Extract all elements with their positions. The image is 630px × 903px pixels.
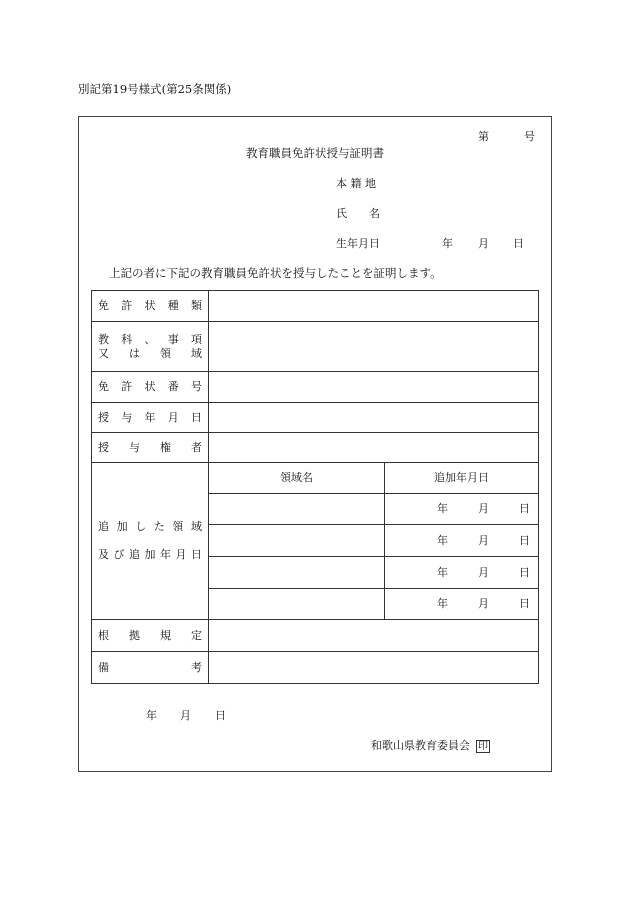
added-area-name-cell[interactable]: [209, 494, 385, 525]
row-subject-area: [92, 322, 539, 372]
value-subject-area[interactable]: [209, 322, 539, 372]
row-added-area-header: [92, 463, 539, 494]
certification-statement: 上記の者に下記の教育職員免許状を授与したことを証明します。: [109, 266, 442, 280]
birth-date-label: 生年月日: [336, 237, 380, 250]
added-date-cell[interactable]: 年 月 日: [385, 494, 539, 525]
cert-number-dai: 第: [478, 130, 489, 143]
document-title: 教育職員免許状授与証明書: [246, 146, 384, 160]
header-added-date: 追加年月日: [385, 463, 539, 494]
row-license-type: [92, 291, 539, 322]
row-license-number: [92, 372, 539, 403]
certificate-table: [91, 290, 539, 684]
added-area-name-cell[interactable]: [209, 557, 385, 589]
added-date-cell[interactable]: 年 月 日: [385, 589, 539, 620]
form-reference: 別記第19号様式(第25条関係): [78, 82, 232, 96]
birth-day-unit: 日: [513, 237, 524, 250]
added-date-cell[interactable]: 年 月 日: [385, 557, 539, 589]
label-grantor: 授 与 権 者: [98, 440, 202, 454]
added-date-cell[interactable]: 年 月 日: [385, 525, 539, 557]
label-added-line2: 及 び 追 加 年 月 日: [98, 548, 202, 561]
row-grantor: [92, 433, 539, 463]
value-license-number[interactable]: [209, 372, 539, 403]
header-area-name: 領域名: [209, 463, 385, 494]
value-grant-date[interactable]: [209, 403, 539, 433]
issue-day-unit: 日: [215, 709, 226, 722]
label-subject-line1: 教 科 、 事 項: [98, 332, 202, 346]
row-basis: [92, 620, 539, 652]
label-added-line1: 追 加 し た 領 域: [98, 520, 202, 533]
issuer-name: [371, 737, 490, 753]
honseki-label: 本 籍 地: [336, 177, 376, 190]
label-remarks: 備 考: [98, 660, 202, 674]
row-grant-date: [92, 403, 539, 433]
label-license-type: 免 許 状 種 類: [98, 299, 202, 312]
value-grantor[interactable]: [209, 433, 539, 463]
label-grant-date: 授 与 年 月 日: [98, 410, 202, 424]
issue-month-unit: 月: [180, 709, 191, 722]
cert-number-go: 号: [524, 130, 535, 143]
issuer-label: 和歌山県教育委員会: [371, 739, 470, 752]
label-license-number: 免 許 状 番 号: [98, 380, 202, 393]
value-remarks[interactable]: [209, 652, 539, 684]
label-subject-line2: 又 は 領 域: [98, 346, 202, 360]
issue-year-unit: 年: [146, 709, 157, 722]
seal-mark: 印: [478, 741, 488, 752]
value-basis[interactable]: [209, 620, 539, 652]
name-label: 氏 名: [336, 207, 380, 220]
added-area-name-cell[interactable]: [209, 589, 385, 620]
label-basis: 根 拠 規 定: [98, 628, 202, 642]
birth-month-unit: 月: [478, 237, 489, 250]
added-area-name-cell[interactable]: [209, 525, 385, 557]
label-added-area: [92, 463, 209, 620]
row-remarks: [92, 652, 539, 684]
value-license-type[interactable]: [209, 291, 539, 322]
birth-year-unit: 年: [442, 237, 453, 250]
